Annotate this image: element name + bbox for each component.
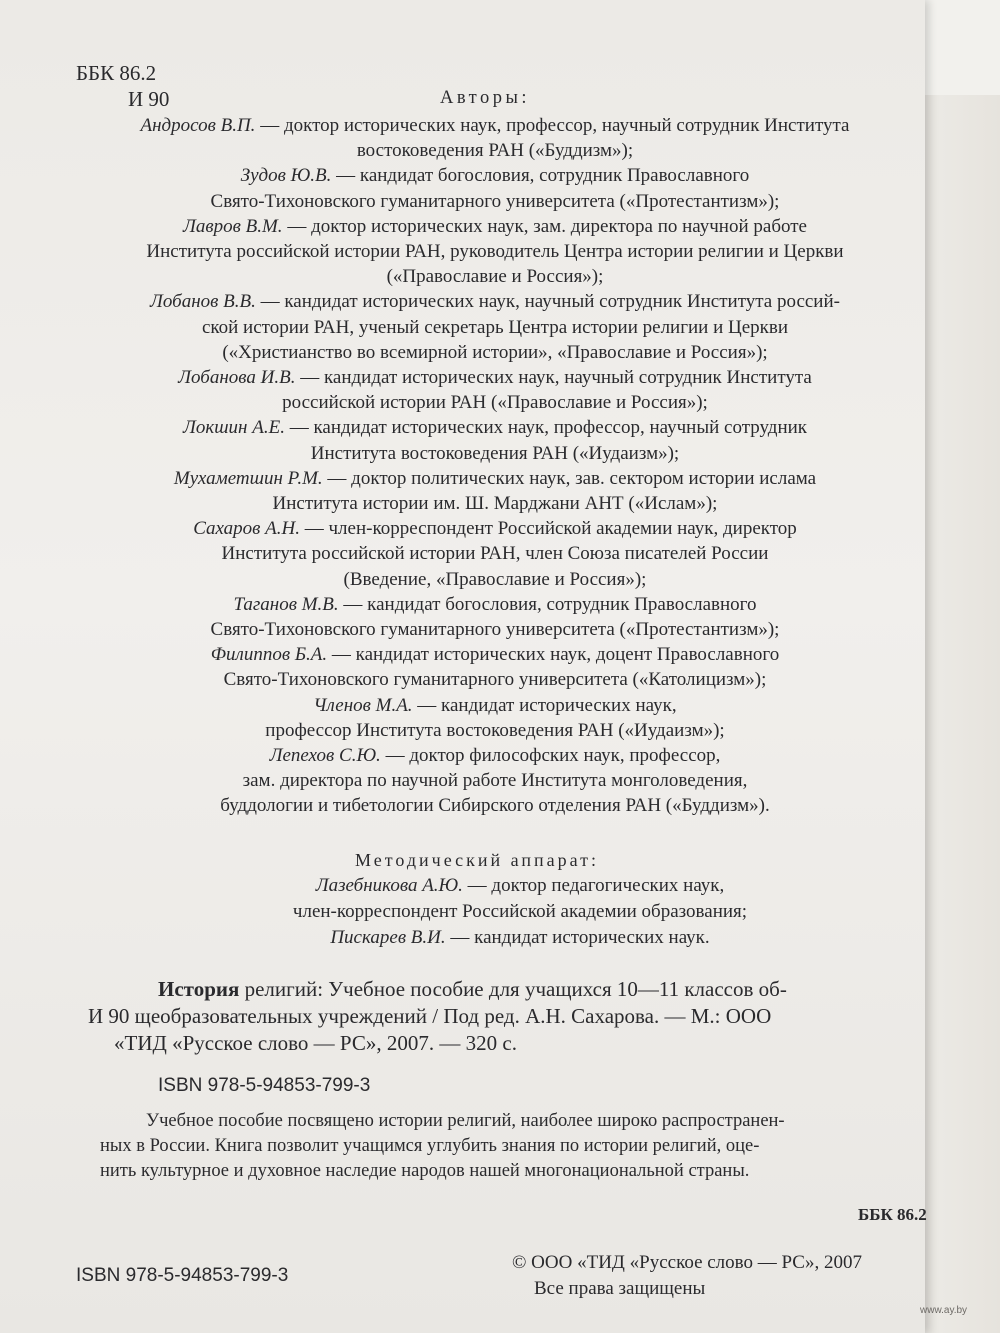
authors-line [80, 264, 910, 289]
authors-name: Филиппов Б.А. [210, 644, 328, 666]
authors-line [80, 163, 910, 188]
authors-entry [80, 415, 910, 465]
authors-text: — кандидат исторических наук, профессор, научный сотрудник [284, 417, 808, 439]
authors-line [80, 793, 910, 818]
authors-line [80, 340, 910, 365]
copyright-line: © ООО «ТИД «Русское слово — РС», 2007 [512, 1252, 862, 1273]
authors-text: — доктор исторических наук, зам. директора по научной работе [282, 215, 807, 237]
authors-line [80, 642, 910, 667]
authors-text: — кандидат исторических наук, научный сотрудник Института [295, 367, 812, 389]
authors-text: — член-корреспондент Российской академии наук, директор [300, 518, 797, 540]
authors-text: — доктор философских наук, профессор, [380, 745, 721, 767]
authors-entry [80, 466, 910, 516]
authors-entry [80, 113, 910, 163]
authors-entry [80, 693, 910, 743]
authors-line [80, 289, 910, 314]
authors-line [80, 315, 910, 340]
authors-entry [80, 214, 910, 290]
authors-line [80, 189, 910, 214]
methodical-line [170, 925, 870, 951]
authors-text: — кандидат богословия, сотрудник Православного [331, 165, 750, 187]
methodical-text: — кандидат исторических наук. [445, 927, 710, 948]
authors-name: Мухаметшин Р.М. [173, 467, 323, 489]
authors-entry [80, 642, 910, 692]
authors-name: Членов М.А. [313, 694, 413, 716]
book-title: История [158, 977, 240, 1001]
copyright-block [512, 1250, 862, 1302]
bbk-bottom: ББК 86.2 [858, 1205, 927, 1224]
annotation-line: нить культурное и духовное наследие народов нашей многонациональной страны. [100, 1161, 750, 1181]
authors-text: профессор Института востоковедения РАН («Иудаизм»); [265, 719, 725, 741]
authors-text: ской истории РАН, ученый секретарь Центра истории религии и Церкви [201, 316, 789, 338]
authors-text: — кандидат исторических наук, научный сотрудник Института россий- [255, 291, 840, 313]
methodical-heading: Методический аппарат: [355, 850, 600, 870]
bib-line-2: И 90 щеобразовательных учреждений / Под ред. А.Н. Сахарова. — М.: ООО [88, 1004, 772, 1028]
authors-text: — доктор политических наук, зав. сектором истории ислама [322, 467, 817, 489]
authors-text: («Христианство во всемирной истории», «Православие и Россия»); [222, 341, 768, 363]
authors-list [80, 113, 910, 819]
authors-entry [80, 516, 910, 592]
authors-line [80, 541, 910, 566]
authors-heading: Авторы: [440, 88, 531, 108]
bib-line-1-text: религий: Учебное пособие для учащихся 10—11 классов об- [239, 977, 787, 1001]
methodical-entry [170, 873, 870, 925]
authors-text: («Православие и Россия»); [386, 266, 604, 288]
authors-entry [80, 592, 910, 642]
authors-name: Андросов В.П. [140, 115, 256, 136]
authors-name: Локшин А.Е. [182, 417, 285, 439]
authors-text: Института востоковедения РАН («Иудаизм»); [310, 442, 680, 464]
authors-name: Лепехов С.Ю. [269, 745, 381, 767]
bib-line-1 [88, 976, 928, 1003]
authors-line [80, 138, 910, 163]
authors-line [80, 592, 910, 617]
authors-line [80, 667, 910, 692]
authors-line [80, 415, 910, 440]
authors-line [80, 239, 910, 264]
bbk-code: ББК 86.2 [76, 61, 157, 85]
methodical-entry [170, 925, 870, 951]
authors-name: Лобанов В.В. [150, 291, 256, 313]
authors-line [80, 617, 910, 642]
authors-line [80, 718, 910, 743]
authors-entry [80, 289, 910, 365]
authors-text: Института истории им. Ш. Марджани АНТ («Ислам»); [272, 493, 718, 515]
authors-text: российской истории РАН («Православие и Россия»); [282, 392, 708, 414]
bibliographic-record [88, 976, 928, 1057]
isbn-bottom: ISBN 978-5-94853-799-3 [76, 1265, 289, 1286]
authors-text: — кандидат богословия, сотрудник Православного [338, 593, 757, 615]
methodical-line [170, 873, 870, 899]
rights-reserved: Все права защищены [534, 1278, 706, 1299]
methodical-line [170, 899, 870, 925]
authors-name: Лобанова И.В. [178, 367, 296, 389]
authors-entry [80, 743, 910, 819]
authors-name: Сахаров А.Н. [193, 518, 300, 540]
authors-line [80, 214, 910, 239]
authors-text: востоковедения РАН («Буддизм»); [356, 140, 634, 162]
authors-line [80, 365, 910, 390]
authors-name: Лавров В.М. [183, 215, 283, 237]
authors-line [80, 516, 910, 541]
bbk-block [76, 60, 169, 112]
authors-name: Зудов Ю.В. [240, 165, 332, 187]
authors-text: — доктор исторических наук, профессор, научный сотрудник Института [255, 115, 850, 136]
authors-line [80, 491, 910, 516]
author-mark: И 90 [128, 87, 170, 111]
authors-text: (Введение, «Православие и Россия»); [343, 568, 647, 590]
authors-text: — кандидат исторических наук, доцент Православного [327, 644, 780, 666]
authors-text: зам. директора по научной работе Института монголоведения, [242, 770, 748, 792]
authors-text: Института российской истории РАН, член Союза писателей России [221, 543, 769, 565]
authors-text: буддологии и тибетологии Сибирского отделения РАН («Буддизм»). [220, 795, 770, 817]
authors-entry [80, 163, 910, 213]
methodical-text: — доктор педагогических наук, [462, 875, 725, 896]
site-watermark: www.ay.by [920, 1305, 968, 1316]
authors-line [80, 113, 910, 138]
annotation-line: Учебное пособие посвящено истории религий, наиболее широко распространен- [146, 1111, 785, 1131]
authors-text: Института российской истории РАН, руководитель Центра истории религии и Церкви [146, 241, 844, 263]
authors-text: Свято-Тихоновского гуманитарного университета («Протестантизм»); [210, 190, 780, 212]
authors-entry [80, 365, 910, 415]
authors-text: Свято-Тихоновского гуманитарного университета («Протестантизм»); [210, 619, 780, 641]
authors-line [80, 441, 910, 466]
methodical-list [170, 873, 870, 951]
authors-text: Свято-Тихоновского гуманитарного университета («Католицизм»); [223, 669, 767, 691]
methodical-text: член-корреспондент Российской академии образования; [292, 901, 748, 922]
bib-line-3: «ТИД «Русское слово — РС», 2007. — 320 с. [114, 1031, 517, 1055]
annotation-line: ных в России. Книга позволит учащимся углубить знания по истории религий, оце- [100, 1136, 760, 1156]
authors-line [80, 390, 910, 415]
methodical-name: Лазебникова А.Ю. [315, 875, 463, 896]
authors-line [80, 743, 910, 768]
authors-name: Таганов М.В. [233, 593, 339, 615]
isbn: ISBN 978-5-94853-799-3 [158, 1075, 371, 1096]
annotation [100, 1109, 930, 1184]
methodical-name: Пискарев В.И. [330, 927, 446, 948]
authors-line [80, 466, 910, 491]
authors-line [80, 768, 910, 793]
authors-text: — кандидат исторических наук, [412, 694, 677, 716]
authors-line [80, 567, 910, 592]
authors-line [80, 693, 910, 718]
